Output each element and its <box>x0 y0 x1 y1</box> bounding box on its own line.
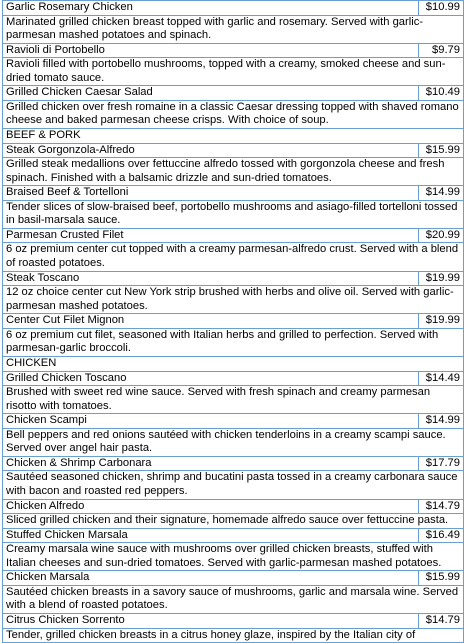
menu-item-row <box>3 1 464 16</box>
menu-item-description: 6 oz premium center cut topped with a creamy parmesan-alfredo crust. Served with a blend of roasted potatoes. <box>3 243 464 271</box>
menu-item-row <box>3 86 464 101</box>
menu-item-price: $15.99 <box>419 143 464 158</box>
menu-sheet <box>2 0 463 643</box>
menu-item-row <box>3 528 464 543</box>
menu-item-price: $17.79 <box>419 456 464 471</box>
menu-item-description-row <box>3 100 464 128</box>
menu-item-description-row <box>3 286 464 314</box>
menu-item-description: Creamy marsala wine sauce with mushrooms over grilled chicken breasts, stuffed with Italian cheeses and sun-dried tomatoes. Served with garlic-parmesan mashed potatoes. <box>3 543 464 571</box>
menu-item-name: Chicken & Shrimp Carbonara <box>3 456 419 471</box>
menu-item-price: $14.49 <box>419 371 464 386</box>
menu-item-name: Steak Gorgonzola-Alfredo <box>3 143 419 158</box>
menu-item-name: Chicken Marsala <box>3 571 419 586</box>
menu-item-description-row <box>3 328 464 356</box>
menu-item-price: $14.99 <box>419 414 464 429</box>
menu-item-description: Sliced grilled chicken and their signature, homemade alfredo sauce over fettuccine pasta. <box>3 514 464 529</box>
menu-item-price: $15.99 <box>419 571 464 586</box>
menu-item-name: Chicken Scampi <box>3 414 419 429</box>
menu-item-name: Stuffed Chicken Marsala <box>3 528 419 543</box>
menu-item-description: Sautéed chicken breasts in a savory sauce of mushrooms, garlic and marsala wine. Served with a blend of roasted potatoes. <box>3 585 464 613</box>
menu-item-row <box>3 456 464 471</box>
menu-item-name: Grilled Chicken Caesar Salad <box>3 86 419 101</box>
menu-item-row <box>3 228 464 243</box>
section-header-row <box>3 129 464 144</box>
menu-item-row <box>3 371 464 386</box>
menu-item-price: $14.79 <box>419 499 464 514</box>
menu-item-name: Chicken Alfredo <box>3 499 419 514</box>
menu-item-description: 6 oz premium cut filet, seasoned with Italian herbs and grilled to perfection. Served with parmesan-garlic broccoli. <box>3 328 464 356</box>
menu-table <box>2 0 464 643</box>
menu-item-description-row <box>3 471 464 499</box>
menu-item-row <box>3 186 464 201</box>
section-heading: CHICKEN <box>3 357 464 372</box>
menu-item-description: Grilled chicken over fresh romaine in a classic Caesar dressing topped with shaved romano cheese and baked parmesan cheese crisps. With choice of soup. <box>3 100 464 128</box>
menu-item-description: Brushed with sweet red wine sauce. Served with fresh spinach and creamy parmesan risotto with tomatoes. <box>3 386 464 414</box>
menu-item-name: Braised Beef & Tortelloni <box>3 186 419 201</box>
menu-item-description-row <box>3 514 464 529</box>
menu-item-price: $19.99 <box>419 271 464 286</box>
menu-item-description: Tender, grilled chicken breasts in a citrus honey glaze, inspired by the Italian city of <box>3 628 464 643</box>
menu-item-name: Grilled Chicken Toscano <box>3 371 419 386</box>
menu-item-row <box>3 43 464 58</box>
menu-item-description-row <box>3 585 464 613</box>
section-heading: BEEF & PORK <box>3 129 464 144</box>
menu-item-name: Steak Toscano <box>3 271 419 286</box>
menu-item-row <box>3 271 464 286</box>
menu-item-description: Bell peppers and red onions sautéed with chicken tenderloins in a creamy scampi sauce. Served over angel hair pasta. <box>3 428 464 456</box>
menu-item-description-row <box>3 243 464 271</box>
menu-item-name: Parmesan Crusted Filet <box>3 228 419 243</box>
menu-item-row <box>3 571 464 586</box>
menu-item-price: $14.99 <box>419 186 464 201</box>
menu-item-row <box>3 499 464 514</box>
menu-item-description-row <box>3 15 464 43</box>
menu-item-description-row <box>3 628 464 643</box>
menu-item-name: Ravioli di Portobello <box>3 43 419 58</box>
menu-item-row <box>3 143 464 158</box>
menu-item-description-row <box>3 543 464 571</box>
menu-item-description-row <box>3 386 464 414</box>
menu-item-price: $10.99 <box>419 1 464 16</box>
menu-item-description-row <box>3 58 464 86</box>
menu-item-price: $19.99 <box>419 314 464 329</box>
menu-table-body <box>3 1 464 643</box>
menu-item-description-row <box>3 158 464 186</box>
menu-item-description: Tender slices of slow-braised beef, portobello mushrooms and asiago-filled tortelloni tossed in basil-marsala sauce. <box>3 200 464 228</box>
menu-item-price: $10.49 <box>419 86 464 101</box>
menu-item-price: $20.99 <box>419 228 464 243</box>
menu-item-name: Center Cut Filet Mignon <box>3 314 419 329</box>
menu-item-row <box>3 614 464 629</box>
menu-item-price: $14.79 <box>419 614 464 629</box>
menu-item-price: $9.79 <box>419 43 464 58</box>
section-header-row <box>3 357 464 372</box>
menu-item-description: Sautéed seasoned chicken, shrimp and bucatini pasta tossed in a creamy carbonara sauce with bacon and roasted red peppers. <box>3 471 464 499</box>
menu-item-description: Marinated grilled chicken breast topped with garlic and rosemary. Served with garlic-parmesan mashed potatoes and spinach. <box>3 15 464 43</box>
menu-item-price: $16.49 <box>419 528 464 543</box>
menu-item-description: Grilled steak medallions over fettuccine alfredo tossed with gorgonzola cheese and fresh spinach. Finished with a balsamic drizzle and sun-dried tomatoes. <box>3 158 464 186</box>
menu-item-row <box>3 314 464 329</box>
menu-item-name: Garlic Rosemary Chicken <box>3 1 419 16</box>
menu-item-name: Citrus Chicken Sorrento <box>3 614 419 629</box>
menu-item-description-row <box>3 428 464 456</box>
menu-item-description: 12 oz choice center cut New York strip brushed with herbs and olive oil. Served with garlic-parmesan mashed potatoes. <box>3 286 464 314</box>
menu-item-description-row <box>3 200 464 228</box>
menu-item-row <box>3 414 464 429</box>
menu-item-description: Ravioli filled with portobello mushrooms, topped with a creamy, smoked cheese and sun-dried tomato sauce. <box>3 58 464 86</box>
